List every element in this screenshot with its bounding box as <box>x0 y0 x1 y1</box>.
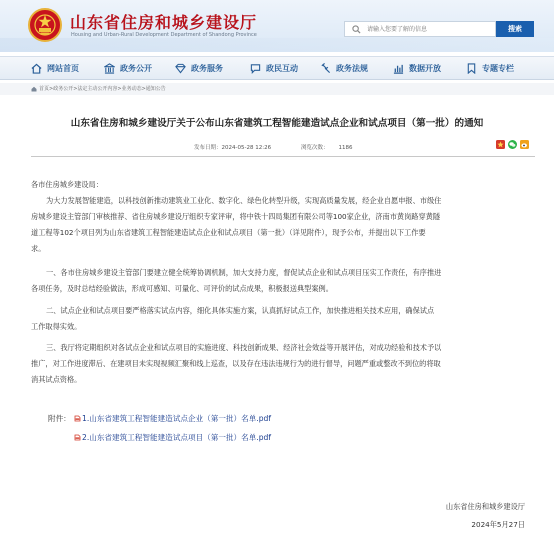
diamond-icon <box>175 63 186 74</box>
breadcrumb-text: 首页>政务公开>法定主动公开内容>业务动态>通知公告 <box>39 86 166 92</box>
nav-item-gov-open[interactable] <box>104 57 152 79</box>
nav-item-open-data[interactable] <box>393 57 441 79</box>
attachment-link-2[interactable] <box>74 432 271 443</box>
views-value: 1186 <box>338 145 353 151</box>
pdf-icon <box>74 415 81 422</box>
nav-item-label: 专题专栏 <box>482 63 514 73</box>
attachments-label: 附件： <box>48 414 71 423</box>
signature-date: 2024年5月27日 <box>471 520 525 529</box>
search-button[interactable]: 搜索 <box>496 21 534 37</box>
main-nav <box>0 56 554 80</box>
body-line: 房城乡建设主管部门审核推荐、省住房城乡建设厅组织专家评审，将中铁十四局集团有限公司等100家企业，济南市黄岗路穿黄隧 <box>31 212 441 221</box>
body-line: 三、我厅将定期组织对各试点企业和试点项目的实施进度、科技创新成果、经济社会效益等开展评估，对成功经验和技术予以 <box>46 343 442 352</box>
nav-item-regulations[interactable] <box>320 57 368 79</box>
site-title: 山东省住房和城乡建设厅 <box>70 13 258 32</box>
publish-label: 发布日期： <box>194 145 222 151</box>
bookmark-icon <box>466 63 477 74</box>
body-line: 道工程等102个项目列为山东省建筑工程智能建造试点企业和试点项目（第一批）（详见附件），现予公布，并提出以下工作要 <box>31 228 426 237</box>
gavel-icon <box>320 63 331 74</box>
breadcrumb[interactable] <box>31 85 166 92</box>
nav-item-label: 政务公开 <box>120 63 152 73</box>
body-line: 为大力发展智能建造，以科技创新推动建筑业工业化、数字化、绿色化转型升级，实现高质量发展，经企业自愿申报、市级住 <box>46 196 442 205</box>
signature-org: 山东省住房和城乡建设厅 <box>445 502 525 511</box>
search-icon <box>352 25 361 34</box>
nav-item-gov-service[interactable] <box>175 57 223 79</box>
body-line: 一、各市住房城乡建设主管部门要建立健全统筹协调机制，加大支持力度，督促试点企业和试点项目压实工作责任，有序推进 <box>46 268 442 277</box>
nav-item-label: 政务服务 <box>191 63 223 73</box>
attachment-link-1[interactable] <box>74 413 271 424</box>
national-emblem-icon[interactable] <box>28 8 62 42</box>
pdf-icon <box>74 434 81 441</box>
attachment-name: 2.山东省建筑工程智能建造试点项目（第一批）名单.pdf <box>82 433 272 442</box>
nav-item-label: 数据开放 <box>409 63 441 73</box>
body-line: 二、试点企业和试点项目要严格落实试点内容，细化具体实施方案，认真抓好试点工作，加快推进相关技术应用，确保试点 <box>46 306 435 315</box>
nav-item-special-topics[interactable] <box>466 57 514 79</box>
building-icon <box>104 63 115 74</box>
chart-icon <box>393 63 404 74</box>
nav-item-interaction[interactable] <box>250 57 298 79</box>
nav-item-label: 政务法规 <box>336 63 368 73</box>
home-icon <box>31 63 42 74</box>
nav-item-label: 政民互动 <box>266 63 298 73</box>
publish-value: 2024-05-28 12:26 <box>221 145 272 151</box>
share-weibo-icon[interactable] <box>520 140 529 149</box>
site-subtitle: Housing and Urban-Rural Development Department of Shandong Province <box>71 32 257 38</box>
site-header <box>0 0 554 52</box>
home-icon <box>31 86 37 92</box>
share-wechat-icon[interactable] <box>508 140 517 149</box>
chat-icon <box>250 63 261 74</box>
breadcrumb-bar <box>0 83 554 95</box>
nav-item-home[interactable] <box>31 57 79 79</box>
salutation: 各市住房城乡建设局： <box>31 180 103 189</box>
body-line: 工作取得实效。 <box>31 322 82 331</box>
body-line: 各项任务，及时总结经验做法，形成可感知、可量化、可评价的试点成果，积极报送典型案例。 <box>31 284 333 293</box>
search-box[interactable] <box>344 21 496 37</box>
attachment-name: 1.山东省建筑工程智能建造试点企业（第一批）名单.pdf <box>82 414 272 423</box>
body-line: 求。 <box>31 244 46 253</box>
divider <box>31 156 535 157</box>
publish-date <box>194 143 271 151</box>
share-qzone-icon[interactable] <box>496 140 505 149</box>
nav-item-label: 网站首页 <box>47 63 79 73</box>
search-input[interactable] <box>367 23 491 35</box>
views-label: 浏览次数： <box>301 145 329 151</box>
article-title: 山东省住房和城乡建设厅关于公布山东省建筑工程智能建造试点企业和试点项目（第一批）的通知 <box>70 118 484 129</box>
body-line: 消其试点资格。 <box>31 375 82 384</box>
view-count <box>301 143 353 151</box>
body-line: 推广，对工作进度滞后、在建项目未实现视频汇聚和线上巡查，以及存在违法违规行为的进行督导，问题严重或整改不到位的将取 <box>31 359 441 368</box>
